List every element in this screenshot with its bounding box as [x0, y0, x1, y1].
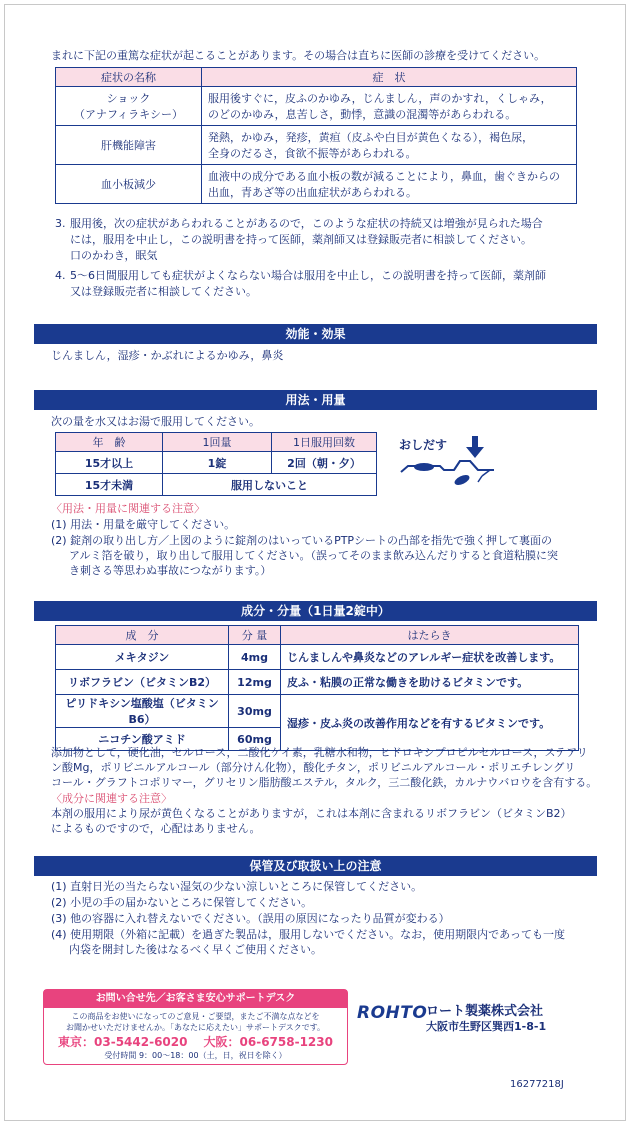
storage-item: (1) 直射日光の当たらない湿気の少ない涼しいところに保管してください。 [51, 880, 423, 893]
dosage-note: (2) 錠剤の取り出し方／上図のように錠剤のはいっているPTPシートの凸部を指先で強く押して裏面の [51, 534, 553, 547]
dosage-table [55, 432, 377, 496]
ingredients-heading: 成分・分量（1日量2錠中） [34, 601, 597, 621]
symptom-desc: 服用後すぐに，皮ふのかゆみ，じんましん，声のかすれ，くしゃみ， [208, 92, 552, 105]
side-effects-intro: まれに下記の重篤な症状が起こることがあります。その場合は直ちに医師の診療を受けてください。 [51, 49, 546, 62]
ingredient-name: ピリドキシン塩酸塩（ビタミンB6） [56, 695, 229, 728]
dosage-note: き刺さる等思わぬ事故につながります。） [69, 564, 272, 577]
symptom-desc: 出血，青あざ等の出血症状があらわれる。 [208, 186, 417, 199]
age-cell: 15才以上 [56, 452, 163, 474]
col-header-dose: 1回量 [163, 433, 272, 452]
ingredient-notes-title: 〈成分に関連する注意〉 [51, 792, 172, 805]
additives-text: 添加物として，硬化油，セルロース，二酸化ケイ素，乳糖水和物，ヒドロキシプロピルセルロース，ステアリ [51, 746, 588, 759]
age-cell: 15才未満 [56, 474, 163, 496]
col-header-symptom: 症 状 [202, 68, 577, 87]
col-header-frequency: 1日服用回数 [272, 433, 377, 452]
table-row [56, 452, 377, 474]
ingredient-name: メキタジン [56, 645, 229, 670]
dosage-heading: 用法・用量 [34, 390, 597, 410]
tablet-icon [453, 473, 471, 487]
dosage-intro: 次の量を水又はお湯で服用してください。 [51, 415, 260, 428]
dosage-notes-title: 〈用法・用量に関連する注意〉 [51, 502, 205, 515]
table-row [56, 474, 377, 496]
col-header-age: 年 齢 [56, 433, 163, 452]
tokyo-phone: 東京：03-5442-6020 [58, 1035, 188, 1049]
symptom-name: ショック [106, 92, 151, 105]
note3-line: には，服用を中止し，この説明書を持って医師，薬剤師又は登録販売者に相談してください。 [70, 233, 532, 246]
note4-line: 5～6日間服用しても症状がよくならない場合は服用を中止し，この説明書を持って医師，薬剤師 [70, 269, 546, 282]
storage-item: (4) 使用期限（外箱に記載）を過ぎた製品は，服用しないでください。なお，使用期限内であっても一度 [51, 928, 565, 941]
table-row [56, 695, 579, 728]
storage-item: (3) 他の容器に入れ替えないでください。（誤用の原因になったり品質が変わる） [51, 912, 450, 925]
ingredient-name: ニコチン酸アミド [56, 728, 229, 751]
symptom-desc: 発熱，かゆみ，発疹，黄疸（皮ふや白目が黄色くなる），褐色尿， [208, 131, 534, 144]
arrow-down-icon [466, 436, 484, 458]
storage-item: 内袋を開封した後はなるべく早くご使用ください。 [69, 943, 322, 956]
symptom-desc: 血液中の成分である血小板の数が減ることにより，鼻血，歯ぐきからの [208, 170, 560, 183]
dosage-note: アルミ箔を破り，取り出して服用してください。（誤ってそのまま飲み込んだりすると食道粘膜に突 [69, 549, 559, 562]
ingredient-note: によるものですので，心配はありません。 [51, 822, 261, 835]
ingredient-amount: 60mg [229, 728, 281, 751]
product-code: 16277218J [510, 1079, 564, 1090]
note4-line: 又は登録販売者に相談してください。 [70, 285, 257, 298]
support-desk-text: この商品をお使いになってのご意見・ご要望，またご不満な点などを [71, 1012, 320, 1021]
side-effects-table [55, 67, 577, 204]
symptom-name: 肝機能障害 [101, 139, 156, 152]
dose-cell: 1錠 [163, 452, 272, 474]
symptom-desc: のどのかゆみ，息苦しさ，動悸，意識の混濁等があらわれる。 [208, 108, 517, 121]
push-out-label: おしだす [399, 438, 448, 452]
storage-heading: 保管及び取扱い上の注意 [34, 856, 597, 876]
tablet-icon [414, 463, 434, 471]
note3-line: 服用後，次の症状があらわれることがあるので，このような症状の持続又は増強が見られた場合 [70, 217, 543, 230]
symptom-name: 血小板減少 [101, 178, 156, 191]
table-row [56, 645, 579, 670]
additives-text: コール・グラフトコポリマー，グリセリン脂肪酸エステル，タルク，三二酸化鉄，カルナウバロウを含有する。 [51, 776, 598, 789]
osaka-phone: 大阪：06-6758-1230 [203, 1035, 333, 1049]
support-desk-box [43, 989, 348, 1065]
support-desk-text: お聞かせいただけませんか。「あなたに応えたい」サポートデスクです。 [65, 1023, 326, 1032]
dose-cell: 服用しないこと [163, 474, 377, 496]
note3-number: 3. [55, 217, 66, 230]
support-hours: 受付時間 9：00～18：00（土，日，祝日を除く） [104, 1051, 287, 1060]
col-header-ingredient: 成 分 [56, 626, 229, 645]
ingredient-note: 本剤の服用により尿が黄色くなることがありますが，これは本剤に含まれるリボフラビン（ビタミンB2） [51, 807, 572, 820]
efficacy-text: じんましん，湿疹・かぶれによるかゆみ，鼻炎 [51, 349, 284, 362]
table-row [56, 670, 579, 695]
ingredient-effect: 皮ふ・粘膜の正常な働きを助けるビタミンです。 [281, 670, 579, 695]
ingredient-name: リボフラビン（ビタミンB2） [56, 670, 229, 695]
note4-number: 4. [55, 269, 66, 282]
ingredient-effect: じんましんや鼻炎などのアレルギー症状を改善します。 [281, 645, 579, 670]
ingredient-amount: 12mg [229, 670, 281, 695]
table-row [56, 87, 577, 126]
ingredient-amount: 4mg [229, 645, 281, 670]
ingredients-table [55, 625, 579, 751]
note3-symptoms: 口のかわき，眠気 [70, 249, 158, 262]
storage-item: (2) 小児の手の届かないところに保管してください。 [51, 896, 313, 909]
symptom-name-sub: （アナフィラキシー） [73, 108, 183, 121]
symptom-desc: 全身のだるさ，食欲不振等があらわれる。 [208, 147, 417, 160]
ptp-push-diagram [398, 432, 498, 492]
rohto-logo: ROHTO [357, 1003, 428, 1023]
ingredient-effect: 湿疹・皮ふ炎の改善作用などを有するビタミンです。 [281, 695, 579, 751]
col-header-symptom-name: 症状の名称 [56, 68, 202, 87]
col-header-amount: 分 量 [229, 626, 281, 645]
ingredient-amount: 30mg [229, 695, 281, 728]
efficacy-heading: 効能・効果 [34, 324, 597, 344]
company-address: 大阪市生野区巽西1-8-1 [426, 1020, 547, 1033]
table-row [56, 165, 577, 204]
company-name: ロート製薬株式会社 [426, 1004, 544, 1019]
frequency-cell: 2回（朝・夕） [272, 452, 377, 474]
additives-text: ン酸Mg，ポリビニルアルコール（部分けん化物），酸化チタン，ポリビニルアルコール・ポリエチレングリ [51, 761, 576, 774]
table-row [56, 126, 577, 165]
dosage-note: (1) 用法・用量を厳守してください。 [51, 518, 236, 531]
support-desk-title: お問い合せ先／お客さま安心サポートデスク [44, 990, 347, 1008]
col-header-function: はたらき [281, 626, 579, 645]
